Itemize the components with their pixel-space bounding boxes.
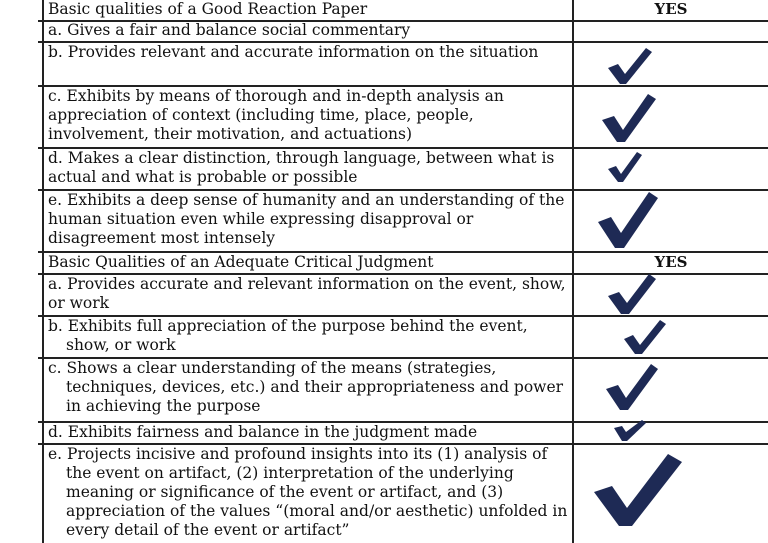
section1-yes-label: YES (654, 0, 688, 18)
checkmark-icon (600, 92, 658, 144)
section1-heading: Basic qualities of a Good Reaction Paper (48, 0, 368, 18)
section2-yes-label: YES (654, 253, 688, 271)
checkmark-icon (622, 318, 668, 356)
checkmark-icon (606, 46, 654, 86)
s2-item-d: d. Exhibits fairness and balance in the judgment made (48, 423, 478, 441)
column-divider (572, 0, 574, 543)
s1-item-d: d. Makes a clear distinction, through language, between what is actual and what is probable or possible (48, 149, 555, 186)
checkmark-icon (612, 420, 648, 442)
checkmark-icon (606, 150, 644, 184)
s1-item-b: b. Provides relevant and accurate information on the situation (48, 43, 539, 61)
checkmark-icon (592, 452, 684, 528)
section2-heading: Basic Qualities of an Adequate Critical Judgment (48, 253, 434, 271)
checkmark-icon (604, 362, 660, 412)
s1-item-e: e. Exhibits a deep sense of humanity and an understanding of the human situation even while expressing disapproval or disagreement most intensely (48, 191, 565, 247)
checkmark-icon (606, 272, 658, 316)
checkmark-icon (596, 190, 660, 250)
s1-item-a: a. Gives a fair and balance social commentary (48, 21, 411, 39)
s2-item-b: b. Exhibits full appreciation of the purpose behind the event, show, or work (48, 317, 528, 354)
s2-item-c: c. Shows a clear understanding of the means (strategies, techniques, devices, etc.) and their appropriateness and power in achieving the purpose (48, 359, 564, 415)
s2-item-e: e. Projects incisive and profound insights into its (1) analysis of the event on artifact, (2) interpretation of the underlying meaning or significance of the event or artifact, and (3) appreciation of the values “(moral and/or aesthetic) unfolded in every detail of the event or artifact” (48, 445, 568, 539)
s2-item-a: a. Provides accurate and relevant information on the event, show, or work (48, 275, 566, 312)
s1-item-c: c. Exhibits by means of thorough and in-depth analysis an appreciation of context (including time, place, people, involvement, their motivation, and actuations) (48, 87, 504, 143)
